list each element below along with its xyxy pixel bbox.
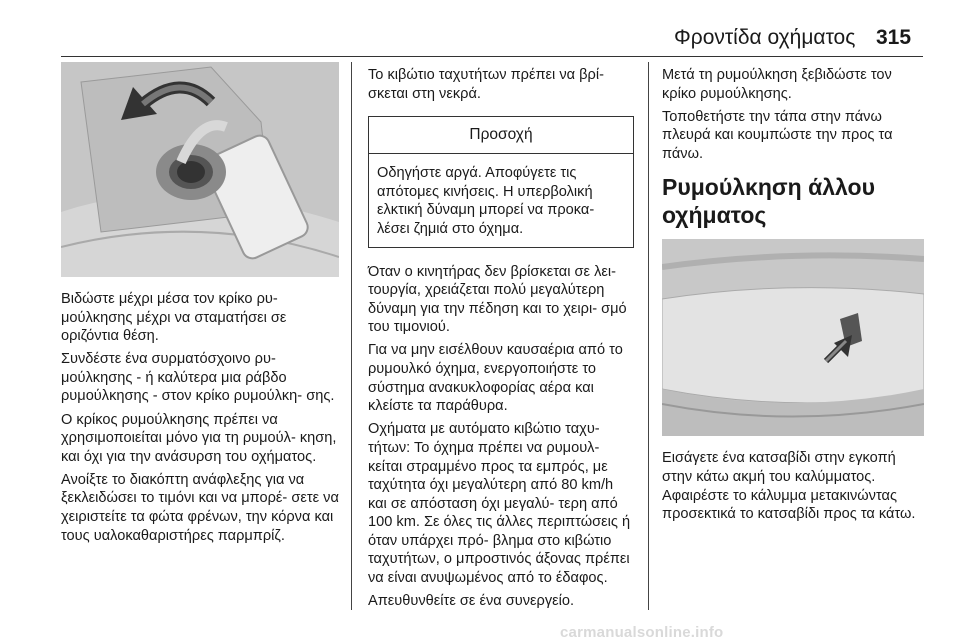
bumper-diagram-icon [662,239,924,436]
header-rule [61,56,923,57]
paragraph: Εισάγετε ένα κατσαβίδι στην εγκοπή στην κάτω ακμή του καλύμματος. Αφαιρέστε το κάλυμμα μετακινώντας προσεκτικά το κατσαβίδι προς τα κάτω. [662,450,916,523]
paragraph: Οχήματα με αυτόματο κιβώτιο ταχυ‐ τήτων: Το όχημα πρέπει να ρυμουλ‐ κείται στραμμένο προς τα εμπρός, με ταχύτητα όχι μεγαλύτερη από 80 km/h και σε απόσταση όχι μεγαλύ‐ τερη από 100 km. Σε όλες τις άλλες περιπτώσεις ή όταν υπάρχει πρό‐ βλημα στο κιβώτιο ταχυτήτων, ο μπροστινός άξονας πρέπει να είναι ανυψωμένος από το έδαφος. [368,421,631,587]
column-divider-2 [648,62,649,610]
paragraph: Ο κρίκος ρυμούλκησης πρέπει να χρησιμοποιείται μόνο για τη ρυμούλ‐ κηση, και όχι για την ανάσυρση του οχήματος. [61,411,337,465]
section-heading: Ρυμούλκηση άλλου οχήματος [662,174,875,229]
column-divider-1 [351,62,352,610]
column-1 [61,62,343,550]
bumper-cover-illustration [662,239,924,436]
paragraph: Το κιβώτιο ταχυτήτων πρέπει να βρί‐ σκεται στη νεκρά. [368,67,604,102]
hook-diagram-icon [61,62,339,277]
caution-title: Προσοχή [369,117,633,154]
paragraph: Ανοίξτε το διακόπτη ανάφλεξης για να ξεκλειδώσει το τιμόνι και να μπορέ‐ σετε να χειριστείτε τα φώτα φρένων, την κόρνα και τους υαλοκαθαριστήρες παρμπρίζ. [61,471,339,544]
page-number: 315 [876,26,912,49]
page-header [0,26,960,56]
paragraph: Απευθυνθείτε σε ένα συνεργείο. [368,593,575,610]
paragraph: Τοποθετήστε την τάπα στην πάνω πλευρά και κουμπώστε την προς τα πάνω. [662,108,893,162]
paragraph: Βιδώστε μέχρι μέσα τον κρίκο ρυ‐ μούλκησης μέχρι να σταματήσει σε οριζόντια θέση. [61,291,287,345]
column-2 [368,66,634,615]
tow-hook-illustration [61,62,339,277]
caution-box [368,116,634,247]
caution-body: Οδηγήστε αργά. Αποφύγετε τις απότομες κινήσεις. Η υπερβολική ελκτική δύναμη μπορεί να προκα‐ λέσει ζημιά στο όχημα. [377,165,595,237]
paragraph: Για να μην εισέλθουν καυσαέρια από το ρυμουλκό όχημα, ενεργοποιήστε το σύστημα ανακυκλοφορίας αέρα και κλείστε τα παράθυρα. [368,342,623,415]
column-3 [662,66,924,528]
paragraph: Μετά τη ρυμούλκηση ξεβιδώστε τον κρίκο ρυμούλκησης. [662,67,892,102]
watermark: carmanualsonline.info [560,624,724,641]
paragraph: Συνδέστε ένα συρματόσχοινο ρυ‐ μούλκησης - ή καλύτερα μια ράβδο ρυμούλκησης - στον κρίκο ρυμούλκη‐ σης. [61,351,335,405]
paragraph: Όταν ο κινητήρας δεν βρίσκεται σε λει‐ τουργία, χρειάζεται πολύ μεγαλύτερη δύναμη για την πέδηση και το χειρι‐ σμό του τιμονιού. [368,263,627,336]
page-title: Φροντίδα οχήματος [674,26,856,49]
